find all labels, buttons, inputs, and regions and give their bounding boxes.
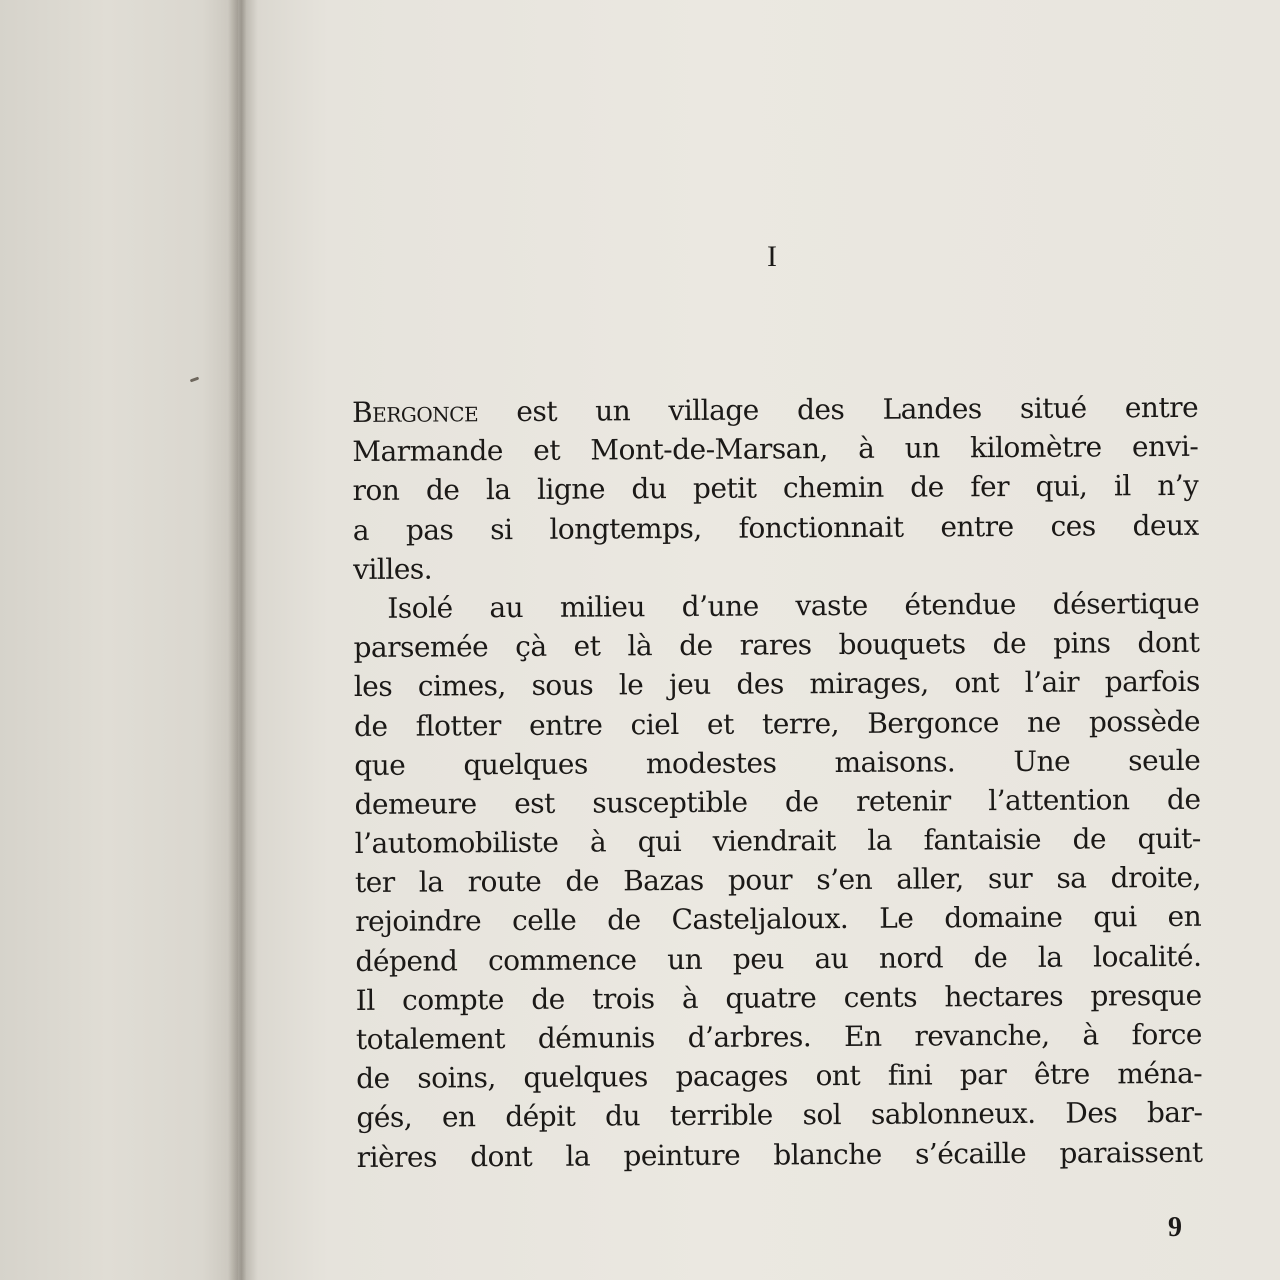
text-line: gés, en dépit du terrible sol sablonneux. Des bar- [356, 1096, 1203, 1135]
text-line: ter la route de Bazas pour s’en aller, sur sa droite, [354, 861, 1202, 900]
text-line: rejoindre celle de Casteljaloux. Le domaine qui en [355, 900, 1202, 939]
text-line: demeure est susceptible de retenir l’attention de [354, 782, 1201, 821]
left-page [0, 0, 238, 1280]
text-line: de flotter entre ciel et terre, Bergonce ne possède [353, 704, 1201, 743]
chapter-number: I [767, 240, 777, 273]
text-line: villes. [352, 552, 433, 586]
text-line: parsemée çà et là de rares bouquets de pins dont [353, 625, 1200, 665]
text-line: rières dont la peinture blanche s’écaille paraissent [356, 1135, 1203, 1174]
text-line [352, 388, 1198, 432]
text-line: Marmande et Mont-de-Marsan, à un kilomètre envi- [352, 430, 1199, 469]
page-number: 9 [1168, 1212, 1182, 1243]
text-line: que quelques modestes maisons. Une seule [354, 743, 1201, 782]
text-line: les cimes, sous le jeu des mirages, ont l’air parfois [353, 665, 1200, 704]
text-line: totalement démunis d’arbres. En revanche, à force [355, 1017, 1203, 1056]
text-line: Isolé au milieu d’une vaste étendue désertique [387, 586, 1200, 625]
text-line: a pas si longtemps, fonctionnait entre ces deux [352, 508, 1199, 547]
text-line: dépend commence un peu au nord de la localité. [355, 939, 1202, 978]
paragraph-2 [353, 584, 1203, 1177]
text-line-rest: est un village des Landes situé entre [478, 390, 1199, 429]
text-line: de soins, quelques pacages ont fini par être ména- [356, 1057, 1203, 1096]
body-text [352, 388, 1203, 1177]
lead-word: Bergonce [352, 395, 479, 429]
paragraph-1 [352, 388, 1199, 589]
text-line: Il compte de trois à quatre cents hectares presque [355, 978, 1202, 1017]
text-line: ron de la ligne du petit chemin de fer qui, il n’y [352, 469, 1199, 508]
book-gutter [228, 0, 258, 1280]
text-line: l’automobiliste à qui viendrait la fantaisie de quit- [354, 821, 1201, 861]
